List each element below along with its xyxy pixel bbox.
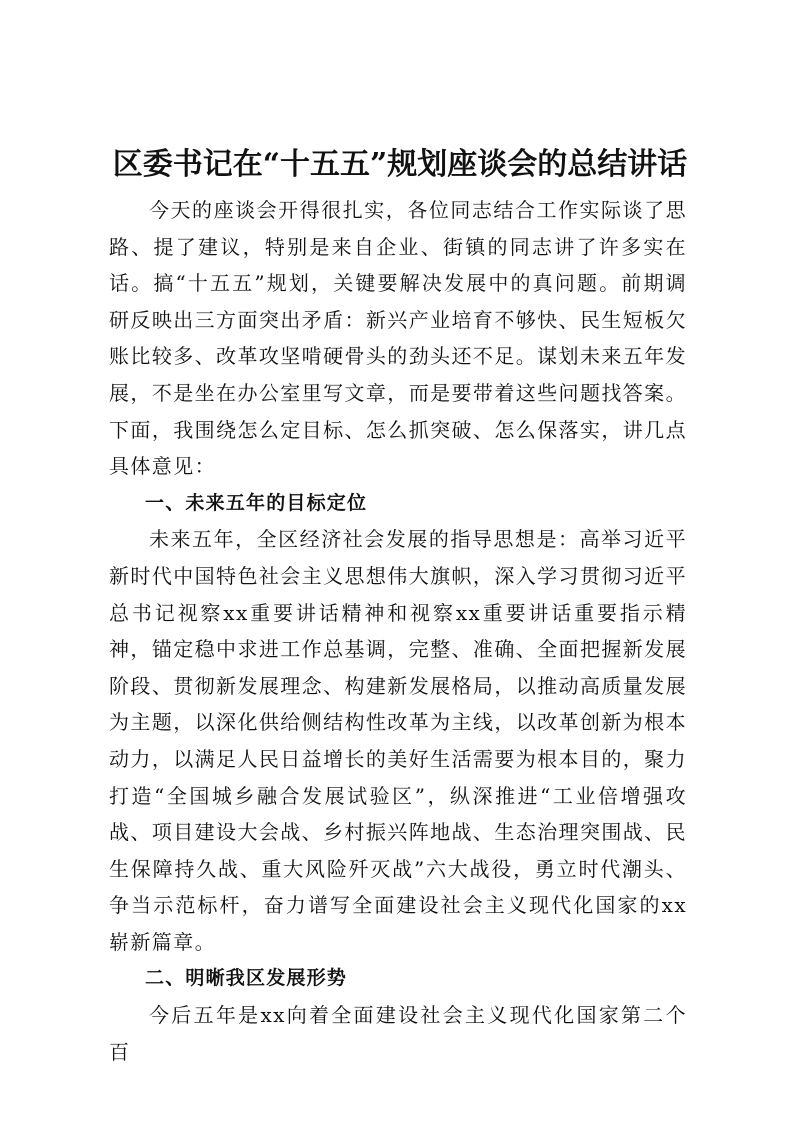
section-heading-goals: 一、未来五年的目标定位	[145, 491, 368, 514]
section-paragraph-situation: 今后五年是xx向着全面建设社会主义现代化国家第二个百	[109, 1003, 687, 1064]
intro-paragraph: 今天的座谈会开得很扎实，各位同志结合工作实际谈了思路、提了建议，特别是来自企业、街镇的同志讲了许多实在话。搞“十五五”规划，关键要解决发展中的真问题。前期调研反映出三方面突出矛盾：新兴产业培育不够快、民生短板欠账比较多、改革攻坚啃硬骨头的劲头还不足。谋划未来五年发展，不是坐在办公室里写文章，而是要带着这些问题找答案。下面，我围绕怎么定目标、怎么抓突破、怎么保落实，讲几点具体意见：	[109, 198, 687, 479]
document-title: 区委书记在“十五五”规划座谈会的总结讲话	[112, 147, 688, 182]
section-heading-situation: 二、明晰我区发展形势	[145, 967, 348, 990]
section-paragraph-goals: 未来五年，全区经济社会发展的指导思想是：高举习近平新时代中国特色社会主义思想伟大旗帜，深入学习贯彻习近平总书记视察xx重要讲话精神和视察xx重要讲话重要指示精神，锚定稳中求进工作总基调，完整、准确、全面把握新发展阶段、贯彻新发展理念、构建新发展格局，以推动高质量发展为主题，以深化供给侧结构性改革为主线，以改革创新为根本动力，以满足人民日益增长的美好生活需要为根本目的，聚力打造“全国城乡融合发展试验区”，纵深推进“工业倍增强攻战、项目建设大会战、乡村振兴阵地战、生态治理突围战、民生保障持久战、重大风险歼灭战”六大战役，勇立时代潮头、争当示范标杆，奋力谱写全面建设社会主义现代化国家的xx崭新篇章。	[109, 527, 687, 954]
document-body	[109, 192, 687, 1070]
